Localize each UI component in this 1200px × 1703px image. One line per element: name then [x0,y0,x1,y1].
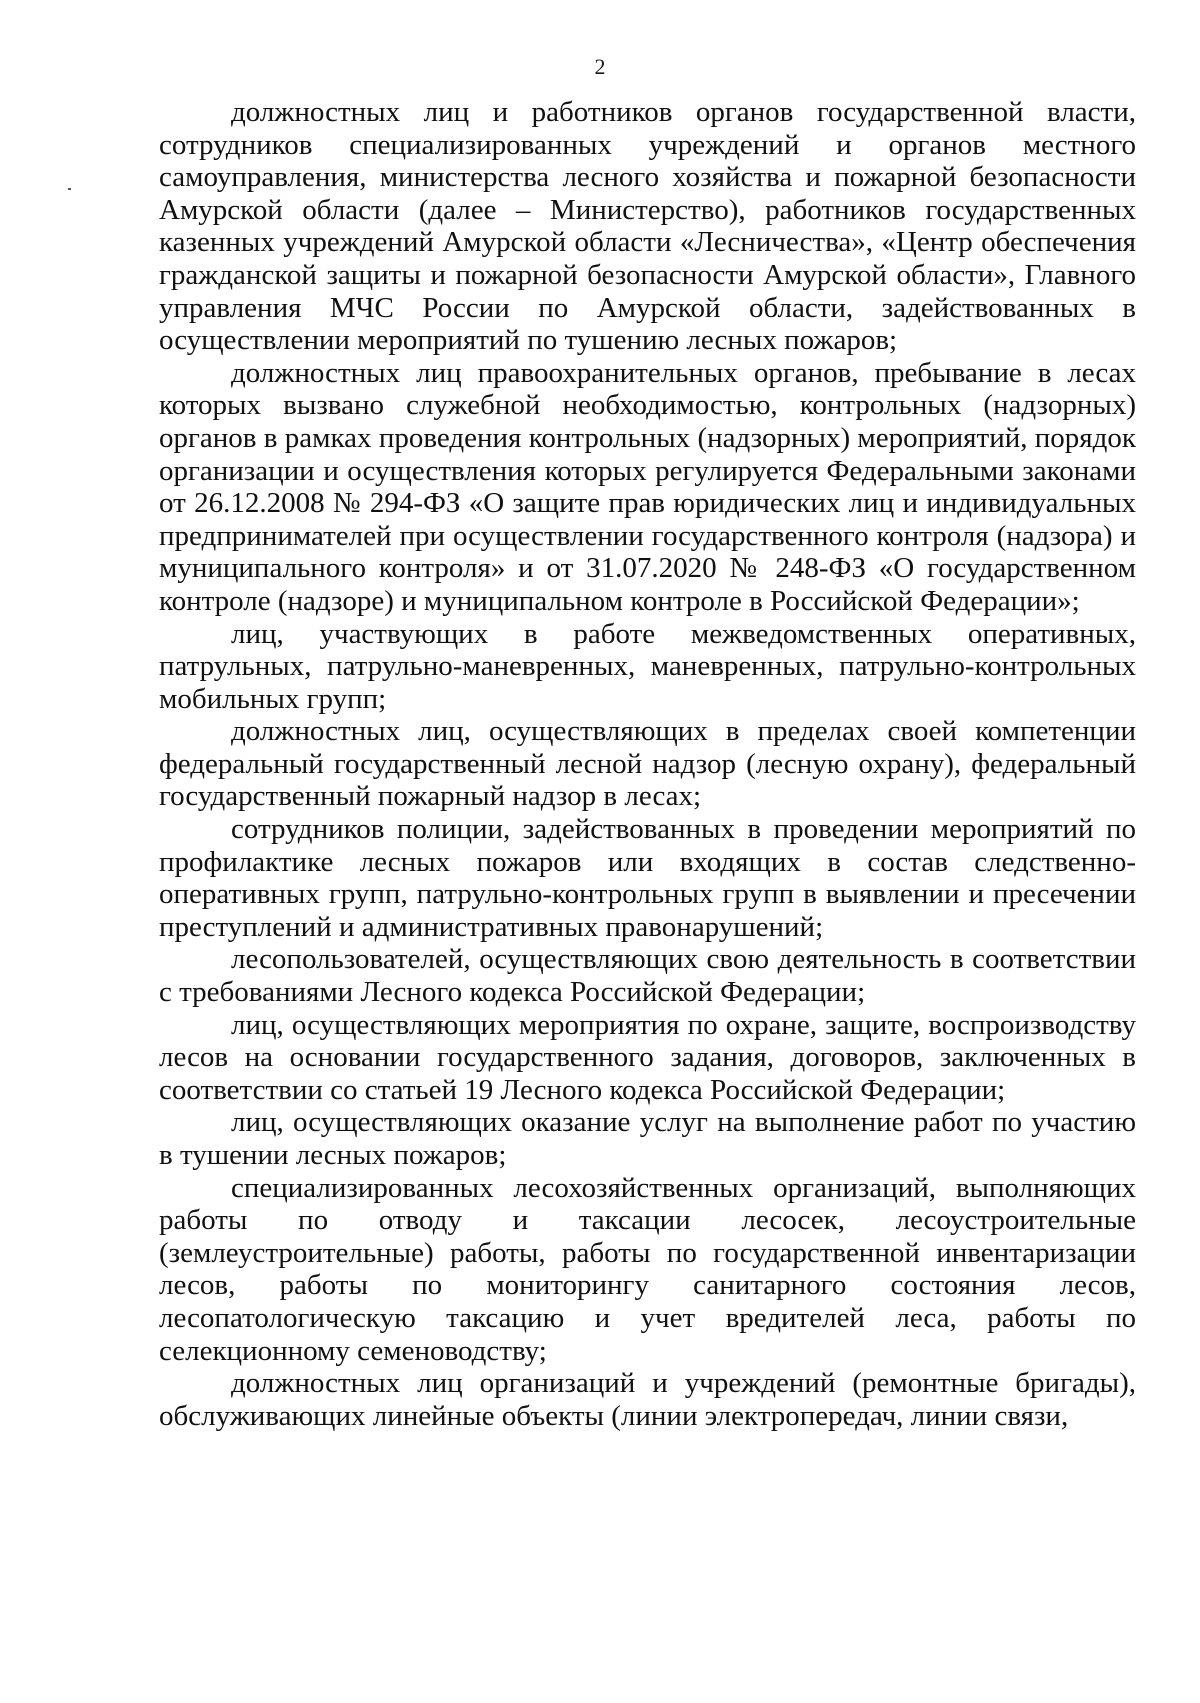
document-body [159,96,1136,1432]
paragraph-officials: должностных лиц и работников органов государственной власти, сотрудников специализированных учреждений и органов местного самоуправления, министерства лесного хозяйства и пожарной безопасности Амурской области (далее – Министерство), работников государственных казенных учреждений Амурской области «Лесничества», «Центр обеспечения гражданской защиты и пожарной безопасности Амурской области», Главного управления МЧС России по Амурской области, задействованных в осуществлении мероприятий по тушению лесных пожаров; [159,96,1136,357]
scan-mark [68,188,71,190]
page-number: 2 [594,54,606,79]
paragraph-law-enforcement: должностных лиц правоохранительных органов, пребывание в лесах которых вызвано служебной необходимостью, контрольных (надзорных) органов в рамках проведения контрольных (надзорных) мероприятий, порядок организации и осуществления которых регулируется Федеральными законами от 26.12.2008 № 294-ФЗ «О защите прав юридических лиц и индивидуальных предпринимателей при осуществлении государственного контроля (надзора) и муниципального контроля» и от 31.07.2020 № 248-ФЗ «О государственном контроле (надзоре) и муниципальном контроле в Российской Федерации»; [159,356,1136,617]
paragraph-forest-supervision: должностных лиц, осуществляющих в пределах своей компетенции федеральный государственный лесной надзор (лесную охрану), федеральный государственный пожарный надзор в лесах; [159,715,1136,813]
paragraph-specialized-organizations: специализированных лесохозяйственных организаций, выполняющих работы по отводу и таксации лесосек, лесоустроительные (землеустроительные) работы, работы по государственной инвентаризации лесов, работы по мониторингу санитарного состояния лесов, лесопатологическую таксацию и учет вредителей леса, работы по селекционному семеноводству; [159,1171,1136,1367]
paragraph-mobile-groups: лиц, участвующих в работе межведомственных оперативных, патрульных, патрульно-маневренных, маневренных, патрульно-контрольных мобильных групп; [159,617,1136,715]
paragraph-repair-crews: должностных лиц организаций и учреждений (ремонтные бригады), обслуживающих линейные объекты (линии электропередач, линии связи, [159,1367,1136,1432]
paragraph-forest-users: лесопользователей, осуществляющих свою деятельность в соответствии с требованиями Лесного кодекса Российской Федерации; [159,943,1136,1009]
paragraph-forest-protection: лиц, осуществляющих мероприятия по охране, защите, воспроизводству лесов на основании государственного задания, договоров, заключенных в соответствии со статьей 19 Лесного кодекса Российской Федерации; [159,1008,1136,1106]
paragraph-police: сотрудников полиции, задействованных в проведении мероприятий по профилактике лесных пожаров или входящих в состав следственно-оперативных групп, патрульно-контрольных групп в выявлении и пресечении преступлений и административных правонарушений; [159,813,1136,943]
paragraph-firefighting-services: лиц, осуществляющих оказание услуг на выполнение работ по участию в тушении лесных пожаров; [159,1106,1136,1171]
